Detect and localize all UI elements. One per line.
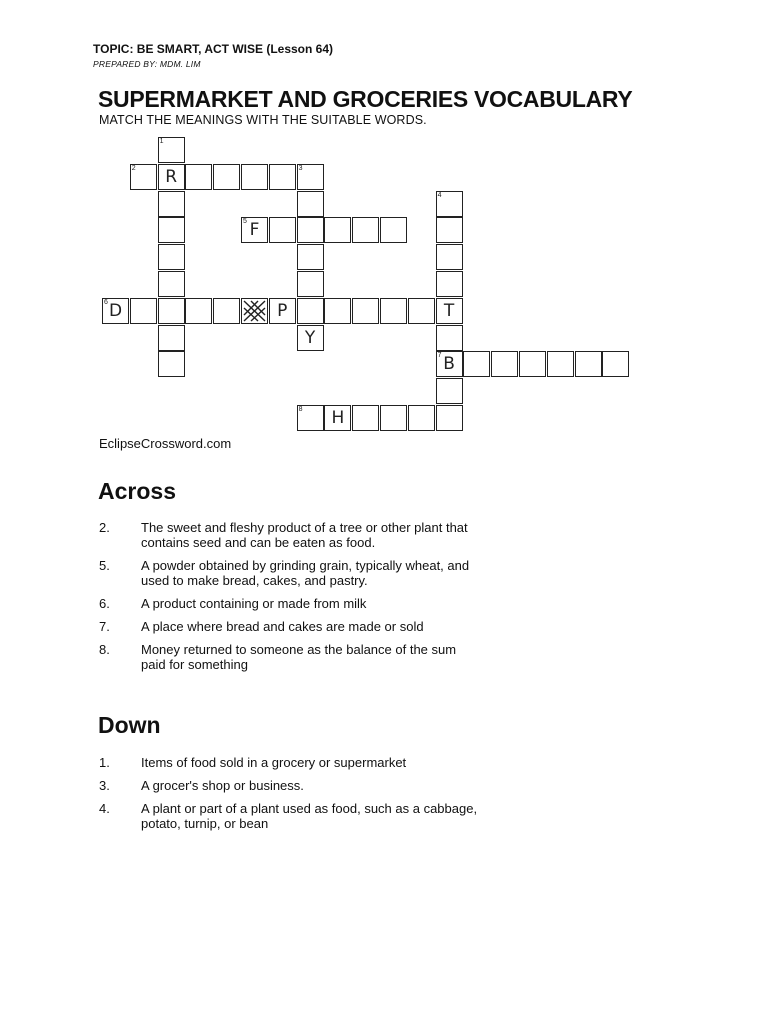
- across-clue: [99, 596, 479, 611]
- crossword-blocked-cell: [241, 298, 268, 324]
- clue-text: A grocer's shop or business.: [141, 778, 304, 793]
- clue-text: A powder obtained by grinding grain, typically wheat, and used to make bread, cakes, and pastry.: [141, 558, 470, 588]
- crossword-cell: [185, 164, 212, 190]
- crossword-cell: [324, 217, 351, 243]
- clue-text: A product containing or made from milk: [141, 596, 367, 611]
- prepared-by: PREPARED BY: MDM. LIM: [93, 59, 201, 69]
- crossword-cell: [158, 325, 185, 351]
- across-clue: [99, 619, 479, 634]
- crossword-cell: [213, 298, 240, 324]
- clue-text: A plant or part of a plant used as food, such as a cabbage, potato, turnip, or bean: [141, 801, 478, 831]
- crossword-cell: [602, 351, 629, 377]
- clue-number: 6.: [99, 596, 110, 611]
- handwritten-letter: T: [443, 300, 455, 321]
- crossword-cell: [269, 298, 296, 324]
- crossword-cell: [324, 298, 351, 324]
- clue-number-label: 5: [243, 218, 247, 226]
- clue-text: A place where bread and cakes are made or sold: [141, 619, 424, 634]
- crossword-cell: [158, 164, 185, 190]
- down-clue: [99, 778, 479, 793]
- across-clue: [99, 642, 479, 672]
- crossword-cell: [352, 298, 379, 324]
- clue-text: Items of food sold in a grocery or supermarket: [141, 755, 407, 770]
- crosshatch-mark: [242, 299, 267, 323]
- crossword-cell: [158, 298, 185, 324]
- handwritten-letter: R: [165, 166, 177, 187]
- source-credit: EclipseCrossword.com: [99, 436, 232, 451]
- handwritten-letter: B: [443, 354, 455, 375]
- crossword-cell: [297, 271, 324, 297]
- clue-number-label: 1: [159, 138, 164, 145]
- crossword-cell: [269, 164, 296, 190]
- crossword-cell: [380, 217, 407, 243]
- crossword-cell: [436, 217, 463, 243]
- crossword-cell: [547, 351, 574, 377]
- crossword-cell: [158, 244, 185, 270]
- across-heading: Across: [98, 478, 176, 504]
- crossword-cell: [436, 351, 463, 377]
- crossword-cell: [158, 137, 185, 163]
- crossword-cell: [463, 351, 490, 377]
- crossword-cell: [158, 191, 185, 217]
- clue-number: 4.: [99, 801, 110, 816]
- crossword-cell: [269, 217, 296, 243]
- crossword-cell: [297, 405, 324, 431]
- crossword-cell: [324, 405, 351, 431]
- crossword-cell: [436, 298, 463, 324]
- crossword-cell: [519, 351, 546, 377]
- down-clue: [99, 801, 479, 831]
- clue-number: 7.: [99, 619, 110, 634]
- crossword-cell: [352, 217, 379, 243]
- down-clue: [99, 755, 479, 770]
- down-heading: Down: [98, 712, 161, 738]
- crossword-cell: [102, 298, 129, 324]
- crossword-cell: [380, 405, 407, 431]
- crossword-cell: [297, 217, 324, 243]
- crossword-cell: [436, 405, 463, 431]
- crossword-cell: [297, 164, 324, 190]
- crossword-cell: [297, 325, 324, 351]
- crossword-cell: [436, 191, 463, 217]
- crossword-cell: [241, 164, 268, 190]
- clue-number-label: 3: [298, 164, 303, 172]
- clue-text: The sweet and fleshy product of a tree or other plant that contains seed and can be eaten as food.: [141, 520, 468, 550]
- crossword-cell: [575, 351, 602, 377]
- crossword-cell: [436, 378, 463, 404]
- clue-number: 2.: [99, 520, 110, 535]
- crossword-cell: [297, 191, 324, 217]
- worksheet-instruction: MATCH THE MEANINGS WITH THE SUITABLE WORDS.: [99, 113, 427, 127]
- crossword-cell: [436, 271, 463, 297]
- across-clue: [99, 558, 479, 588]
- crossword-cell: [436, 244, 463, 270]
- clue-number-label: 4: [437, 191, 442, 199]
- clue-number-label: 7: [437, 352, 442, 360]
- crossword-cell: [130, 164, 157, 190]
- clue-number: 1.: [99, 755, 110, 770]
- crossword-cell: [380, 298, 407, 324]
- crossword-cell: [408, 298, 435, 324]
- handwritten-letter: Y: [304, 327, 316, 348]
- crossword-cell: [158, 217, 185, 243]
- across-clue: [99, 520, 479, 550]
- crossword-cell: [130, 298, 157, 324]
- clue-number: 5.: [99, 558, 110, 573]
- down-clue-list: [99, 755, 479, 839]
- topic-heading: TOPIC: BE SMART, ACT WISE (Lesson 64): [93, 42, 334, 56]
- crossword-cell: [185, 298, 212, 324]
- crossword-cell: [491, 351, 518, 377]
- crossword-cell: [241, 217, 268, 243]
- crossword-cell: [436, 325, 463, 351]
- handwritten-letter: P: [277, 300, 288, 321]
- crossword-cell: [297, 298, 324, 324]
- crossword-grid: [0, 0, 768, 460]
- crossword-cell: [213, 164, 240, 190]
- clue-number: 3.: [99, 778, 110, 793]
- crossword-cell: [297, 244, 324, 270]
- clue-number-label: 2: [131, 164, 136, 172]
- handwritten-letter: D: [108, 300, 123, 321]
- handwritten-letter: F: [249, 220, 260, 241]
- worksheet-title: SUPERMARKET AND GROCERIES VOCABULARY: [98, 86, 633, 112]
- clue-number: 8.: [99, 642, 110, 657]
- clue-text: Money returned to someone as the balance of the sum paid for something: [141, 642, 457, 672]
- crossword-cell: [158, 271, 185, 297]
- handwritten-letter: H: [331, 408, 345, 428]
- clue-number-label: 8: [298, 406, 303, 413]
- crossword-cell: [352, 405, 379, 431]
- crossword-cell: [158, 351, 185, 377]
- across-clue-list: [99, 520, 479, 680]
- crossword-cell: [408, 405, 435, 431]
- clue-number-label: 6: [104, 298, 108, 306]
